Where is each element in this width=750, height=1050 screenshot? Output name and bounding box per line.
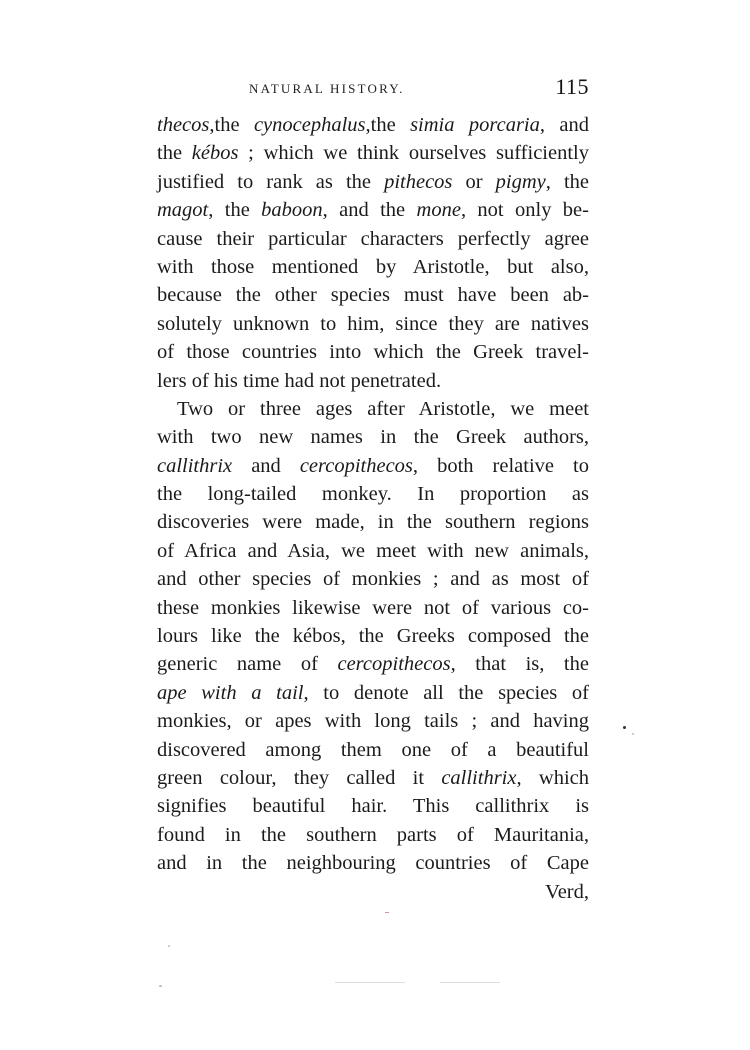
italic-term: kébos [191,142,239,165]
text-line [157,594,589,622]
text-line [157,367,589,395]
text-line [157,736,589,764]
text-segment: signifies beautiful hair. This callithrix is [157,795,589,818]
italic-term: callithrix [157,454,233,477]
text-segment: , the [545,170,589,193]
text-line [157,622,589,650]
scan-speck [632,733,634,735]
text-line [157,139,589,167]
text-line [157,253,589,281]
text-segment: ; which we think ourselves sufficiently [238,142,589,165]
italic-term: callithrix [441,766,517,789]
text-segment: , not only be- [460,199,589,222]
text-segment: and [232,454,300,477]
text-segment: , which [516,766,589,789]
text-segment: generic name of [157,653,338,676]
text-line [157,849,589,877]
italic-term: ape with a tail [157,681,304,704]
scan-speck [335,982,405,983]
italic-term: pithecos [384,170,453,193]
text-segment: because the other species must have been ab- [157,284,589,307]
text-line [157,821,589,849]
text-segment: , both relative to [412,454,589,477]
italic-term: pigmy [495,170,546,193]
text-segment: Two or three ages after Aristotle, we meet [177,397,589,420]
text-line [157,395,589,423]
italic-term: cercopithecos [337,653,451,676]
text-segment: , that is, the [450,653,589,676]
text-segment: with those mentioned by Aristotle, but also, [157,255,589,278]
text-line [157,679,589,707]
page-number: 115 [555,74,589,99]
text-segment: ,the [209,114,254,136]
text-line [157,878,589,906]
text-segment: lers of his time had not penetrated. [157,369,442,392]
text-line [157,707,589,735]
text-line [157,310,589,338]
text-segment: of Africa and Asia, we meet with new animals, [157,539,589,562]
text-segment: ,the [365,114,411,136]
scan-speck [385,912,389,913]
text-segment: the [157,142,192,165]
text-segment: of those countries into which the Greek travel- [157,341,589,364]
text-line [157,792,589,820]
text-segment: Verd, [545,880,589,903]
text-line [157,423,589,451]
text-line [157,338,589,366]
text-line [157,565,589,593]
italic-term: cynocephalus [253,114,366,136]
text-segment: the long-tailed monkey. In proportion as [157,483,589,506]
body-text [157,111,589,906]
text-line [157,111,589,139]
text-segment: , and the [322,199,417,222]
text-segment: monkies, or apes with long tails ; and having [157,710,589,733]
text-segment: cause their particular characters perfectly agree [157,227,589,250]
italic-term: baboon [261,199,323,222]
text-segment: found in the southern parts of Mauritania, [157,823,589,846]
italic-term: simia porcaria [410,114,540,136]
running-head [157,74,589,102]
text-segment: , and [539,114,590,136]
text-segment: , the [208,199,262,222]
scan-speck [440,982,500,983]
text-line [157,452,589,480]
text-line [157,650,589,678]
text-line [157,537,589,565]
text-segment: , to denote all the species of [303,681,590,704]
italic-term: mone [416,199,461,222]
text-segment: lours like the kébos, the Greeks composed the [157,625,589,648]
text-segment: and other species of monkies ; and as most of [157,568,589,591]
text-line [157,281,589,309]
running-title: NATURAL HISTORY. [249,81,405,96]
italic-term: magot [157,199,209,222]
text-line [157,168,589,196]
text-segment: discoveries were made, in the southern regions [157,511,589,534]
scan-speck [159,985,162,987]
text-segment: discovered among them one of a beautiful [157,738,589,761]
text-line [157,196,589,224]
text-segment: solutely unknown to him, since they are natives [157,312,589,335]
scan-speck [623,726,626,729]
text-line [157,225,589,253]
text-segment: these monkies likewise were not of various co- [157,596,589,619]
text-segment: green colour, they called it [157,766,442,789]
text-segment: or [452,170,496,193]
text-line [157,480,589,508]
text-line [157,508,589,536]
text-segment: justified to rank as the [157,170,385,193]
text-segment: and in the neighbouring countries of Cape [157,852,589,875]
text-segment: with two new names in the Greek authors, [157,426,589,449]
italic-term: cercopithecos [299,454,413,477]
scan-speck [168,945,170,947]
text-line [157,764,589,792]
italic-term: thecos [157,114,210,136]
